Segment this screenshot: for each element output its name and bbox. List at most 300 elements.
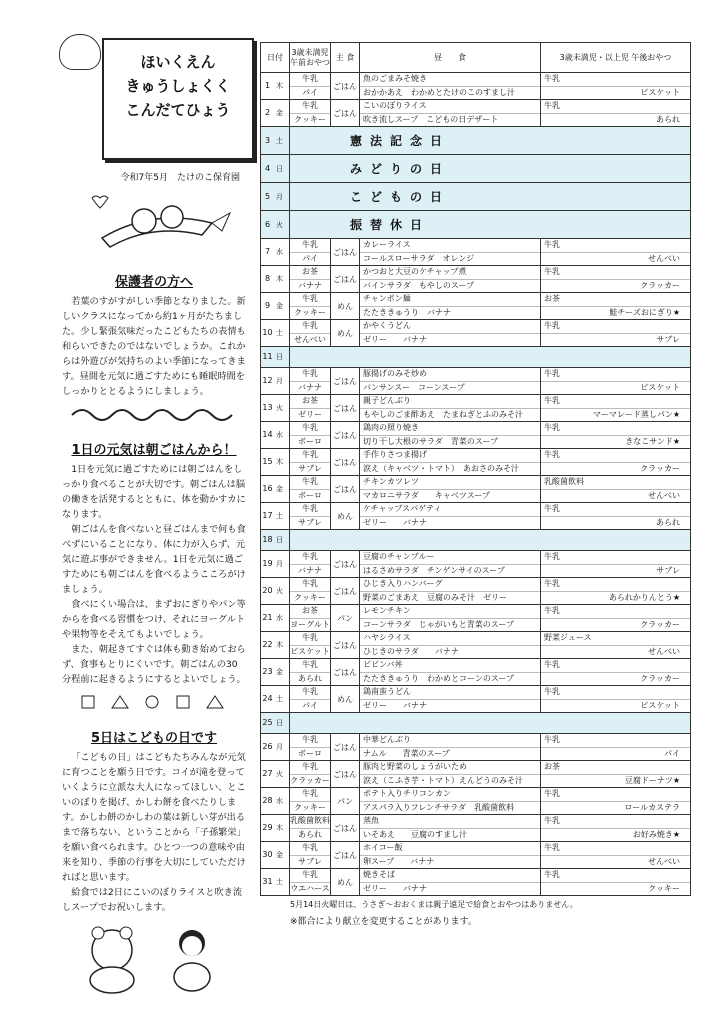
am-snack-cell-line: あられ <box>290 828 330 842</box>
am-snack-cell-line: クッキー <box>290 113 330 127</box>
day-number: 22 <box>262 640 273 649</box>
am-snack-cell-line: ヨーグルト <box>290 618 330 632</box>
pm-snack-cell <box>541 842 691 869</box>
pm-snack-cell-line: ロールカステラ <box>541 801 690 815</box>
lunch-cell <box>360 266 541 293</box>
am-snack-cell-line: 牛乳 <box>302 504 318 513</box>
lunch-cell-line: マカロニサラダ キャベツスープ <box>360 489 540 503</box>
lunch-cell <box>360 605 541 632</box>
lunch-cell-line: カレーライス <box>363 240 411 249</box>
am-snack-cell <box>290 788 331 815</box>
menu-row <box>261 869 691 896</box>
pm-snack-cell-line: サブレ <box>541 564 690 578</box>
pm-snack-cell-line: お茶 <box>544 762 560 771</box>
day-number: 10 <box>262 328 273 337</box>
date-cell <box>261 659 290 686</box>
day-number: 4 <box>264 163 271 173</box>
am-snack-cell <box>290 578 331 605</box>
pm-snack-cell <box>541 605 691 632</box>
pm-snack-cell-line: クラッカー <box>541 279 690 293</box>
menu-row <box>261 155 691 183</box>
am-snack-cell <box>290 293 331 320</box>
date-cell <box>261 266 290 293</box>
title-line-1: ほいくえん <box>140 53 216 71</box>
weekday: 月 <box>276 560 283 568</box>
am-snack-cell-line: ボーロ <box>290 435 330 449</box>
day-number: 31 <box>262 877 273 886</box>
lunch-cell <box>360 449 541 476</box>
pm-snack-cell-line: サブレ <box>541 333 690 347</box>
am-snack-cell-line: バナナ <box>290 279 330 293</box>
title-box <box>102 38 254 160</box>
lunch-cell-line: コールスローサラダ オレンジ <box>360 252 540 266</box>
lunch-cell-line: かつおと大豆のケチャップ煮 <box>363 267 467 276</box>
menu-row <box>261 632 691 659</box>
holiday-cell <box>290 127 691 155</box>
pm-snack-cell-line: クラッカー <box>541 618 690 632</box>
menu-row <box>261 211 691 239</box>
lunch-cell <box>360 73 541 100</box>
am-snack-cell <box>290 503 331 530</box>
lunch-cell <box>360 368 541 395</box>
am-snack-cell-line: ビスケット <box>290 645 330 659</box>
staple-cell: ごはん <box>331 761 360 788</box>
section-paragraph: 朝ごはんを食べないと昼ごはんまで何も食べずにいることになり、体に力が入らず、元気に遊ぶ事ができません。1日を元気に過ごすためにも朝ごはんを食べるようこころがけましょう。 <box>62 524 246 595</box>
title-line-2: きゅうしょくく <box>125 77 231 95</box>
day-number: 18 <box>262 535 273 544</box>
pm-snack-cell-line: 牛乳 <box>544 660 560 669</box>
menu-row <box>261 476 691 503</box>
am-snack-cell <box>290 239 331 266</box>
am-snack-cell-line: 牛乳 <box>302 321 318 330</box>
lunch-cell <box>360 632 541 659</box>
menu-row <box>261 266 691 293</box>
pm-snack-cell <box>541 239 691 266</box>
staple-cell: パン <box>331 605 360 632</box>
day-number: 6 <box>264 219 271 229</box>
menu-row <box>261 761 691 788</box>
menu-row <box>261 659 691 686</box>
weekday: 日 <box>276 536 283 544</box>
lunch-cell-line: 鶏南蛮うどん <box>363 687 411 696</box>
section-heading-childrens-day: 5日はこどもの日です <box>90 731 218 746</box>
day-number: 1 <box>264 81 271 90</box>
menu-row <box>261 788 691 815</box>
lunch-cell <box>360 293 541 320</box>
weekday: 水 <box>276 797 283 805</box>
am-snack-cell-line: クラッカー <box>290 774 330 788</box>
lunch-cell-line: いそあえ 豆腐のすまし汁 <box>360 828 540 842</box>
am-snack-cell <box>290 659 331 686</box>
pm-snack-cell-line: あられ <box>541 113 690 127</box>
section-paragraph: 給食では2日にこいのぼりライスと吹き流しスープでお祝いします。 <box>62 887 243 913</box>
menu-row <box>261 815 691 842</box>
weekday: 土 <box>276 329 283 337</box>
date-cell <box>261 686 290 713</box>
lunch-cell <box>360 551 541 578</box>
day-number: 15 <box>262 457 273 466</box>
date-cell <box>261 211 290 239</box>
lunch-cell <box>360 320 541 347</box>
date-cell <box>261 734 290 761</box>
day-number: 26 <box>262 742 273 751</box>
staple-cell: ごはん <box>331 551 360 578</box>
menu-row <box>261 713 691 734</box>
date-cell <box>261 127 290 155</box>
date-cell <box>261 761 290 788</box>
day-number: 21 <box>262 613 273 622</box>
pm-snack-cell-line: 牛乳 <box>544 789 560 798</box>
am-snack-cell <box>290 761 331 788</box>
date-cell <box>261 449 290 476</box>
am-snack-cell-line: 牛乳 <box>302 735 318 744</box>
section-paragraph: また、朝起きてすぐは体も動き始めておらず、食事もとりにくいです。朝ごはんの30分程前に起きるようにするとよいでしょう。 <box>62 644 246 685</box>
pm-snack-cell-line: マーマレード蒸しパン★ <box>541 408 690 422</box>
am-snack-cell-line: ゼリー <box>290 408 330 422</box>
date-cell <box>261 476 290 503</box>
menu-row <box>261 320 691 347</box>
pm-snack-cell <box>541 578 691 605</box>
decorative-icons-row <box>62 691 246 713</box>
lunch-cell-line: 蒸魚 <box>363 816 379 825</box>
day-number: 13 <box>262 403 273 412</box>
pm-snack-cell <box>541 551 691 578</box>
pm-snack-cell <box>541 266 691 293</box>
header-am-snack: 3歳未満児 午前おやつ <box>290 43 331 73</box>
weekday: 月 <box>276 377 283 385</box>
pm-snack-cell <box>541 476 691 503</box>
weekday: 水 <box>276 431 283 439</box>
pm-snack-cell-line: せんべい <box>541 645 690 659</box>
holiday-cell <box>290 155 691 183</box>
pm-snack-cell <box>541 686 691 713</box>
date-line: 令和7年5月 たけのこ保育園 <box>120 173 240 183</box>
lunch-cell <box>360 842 541 869</box>
am-snack-cell <box>290 320 331 347</box>
pm-snack-cell-line: 乳酸菌飲料 <box>544 477 584 486</box>
am-snack-cell-line: 牛乳 <box>302 633 318 642</box>
date-cell <box>261 815 290 842</box>
menu-row <box>261 686 691 713</box>
header-staple: 主 食 <box>331 43 360 73</box>
date-cell <box>261 869 290 896</box>
day-number: 11 <box>262 352 273 361</box>
day-number: 3 <box>264 135 271 145</box>
am-snack-cell-line: お茶 <box>302 267 318 276</box>
am-snack-cell-line: サブレ <box>290 855 330 869</box>
am-snack-cell <box>290 632 331 659</box>
lunch-cell-line: アスパラ入りフレンチサラダ 乳酸菌飲料 <box>360 801 540 815</box>
am-snack-cell-line: サブレ <box>290 516 330 530</box>
date-cell <box>261 605 290 632</box>
date-cell <box>261 395 290 422</box>
lunch-cell <box>360 239 541 266</box>
date-cell <box>261 183 290 211</box>
am-snack-cell <box>290 476 331 503</box>
pm-snack-cell-line: クラッカー <box>541 462 690 476</box>
am-snack-cell-line: 牛乳 <box>302 423 318 432</box>
lunch-cell-line: ハヤシライス <box>363 633 411 642</box>
weekday: 木 <box>276 82 283 90</box>
lunch-cell-line: 涙え（こふき芋・トマト）えんどうのみそ汁 <box>360 774 540 788</box>
weekday: 金 <box>276 109 283 117</box>
weekday: 日 <box>276 164 283 173</box>
pm-snack-cell-line: 鮭チーズおにぎり★ <box>541 306 690 320</box>
day-number: 29 <box>262 823 273 832</box>
am-snack-cell-line: お茶 <box>302 396 318 405</box>
holiday-cell <box>290 211 691 239</box>
am-snack-cell-line: 牛乳 <box>302 789 318 798</box>
pm-snack-cell-line: 牛乳 <box>544 579 560 588</box>
day-number: 2 <box>264 108 271 117</box>
staple-cell: めん <box>331 503 360 530</box>
holiday-name: こどもの日 <box>350 190 451 204</box>
lunch-cell-line: 卵スープ バナナ <box>360 855 540 869</box>
header-pm-snack: 3歳未満児・以上児 午後おやつ <box>541 43 691 73</box>
pm-snack-cell <box>541 869 691 896</box>
menu-row <box>261 842 691 869</box>
am-snack-cell <box>290 449 331 476</box>
lunch-cell-line: たたききゅうり バナナ <box>360 306 540 320</box>
note-menu-change: ※都合により献立を変更することがあります。 <box>290 917 477 927</box>
staple-cell: ごはん <box>331 368 360 395</box>
date-cell <box>261 73 290 100</box>
am-snack-cell <box>290 686 331 713</box>
menu-row <box>261 422 691 449</box>
day-number: 5 <box>264 191 271 201</box>
lunch-cell-line: 手作りさつま揚げ <box>363 450 427 459</box>
weekday: 火 <box>276 404 283 412</box>
am-snack-cell-line: 牛乳 <box>302 477 318 486</box>
date-cell <box>261 632 290 659</box>
am-snack-cell-line: 牛乳 <box>302 240 318 249</box>
am-snack-cell-line: 牛乳 <box>302 660 318 669</box>
pm-snack-cell-line: 牛乳 <box>544 870 560 879</box>
am-snack-cell-line: ウエハース <box>290 882 330 896</box>
date-cell <box>261 503 290 530</box>
lunch-cell-line: ホイコー飯 <box>363 843 403 852</box>
day-number: 27 <box>262 769 273 778</box>
day-number: 19 <box>262 559 273 568</box>
lunch-cell-line: 親子どんぶり <box>363 396 411 405</box>
day-number: 9 <box>264 301 271 310</box>
staple-cell: ごはん <box>331 632 360 659</box>
lunch-cell-line: ゼリー バナナ <box>360 882 540 896</box>
date-cell <box>261 578 290 605</box>
am-snack-cell-line: クッキー <box>290 591 330 605</box>
lunch-cell-line: 吹き流しスープ こどもの日デザート <box>360 113 540 127</box>
weekday: 土 <box>276 136 283 145</box>
date-cell <box>261 347 290 368</box>
am-snack-cell-line: 牛乳 <box>302 843 318 852</box>
lunch-cell <box>360 422 541 449</box>
section-paragraph: 「こどもの日」はこどもたちみんなが元気に育つことを願う日です。コイが滝を登っていくように立派な大人になってほしい、とこいのぼりを掲げ、かしわ餅を食べたりします。かしわ餅のかしわの葉は新しい芽が出るまで落ちない、ということから「子孫繁栄」を願い食べられます。ひとつ一つの意味や由来を知り、季節の行事を大切にしていただければと思います。 <box>62 752 246 883</box>
date-cell <box>261 788 290 815</box>
am-snack-cell-line: 牛乳 <box>302 450 318 459</box>
day-number: 7 <box>264 247 271 256</box>
weekday: 金 <box>276 668 283 676</box>
day-number: 24 <box>262 694 273 703</box>
menu-row <box>261 239 691 266</box>
staple-cell: ごはん <box>331 659 360 686</box>
lunch-cell-line: ゼリー バナナ <box>360 333 540 347</box>
date-cell <box>261 551 290 578</box>
pm-snack-cell-line: クラッカー <box>541 672 690 686</box>
pm-snack-cell <box>541 449 691 476</box>
am-snack-cell-line: お茶 <box>302 606 318 615</box>
pm-snack-cell-line: 牛乳 <box>544 240 560 249</box>
date-cell <box>261 842 290 869</box>
date-cell <box>261 239 290 266</box>
am-snack-cell-line: パイ <box>290 699 330 713</box>
pm-snack-cell-line: せんべい <box>541 252 690 266</box>
pm-snack-cell-line: ビスケット <box>541 381 690 395</box>
date-cell <box>261 100 290 127</box>
pm-snack-cell-line: 牛乳 <box>544 552 560 561</box>
weekday: 金 <box>276 851 283 859</box>
lunch-cell <box>360 815 541 842</box>
am-snack-cell <box>290 100 331 127</box>
weekday: 木 <box>276 824 283 832</box>
am-snack-cell-line: クッキー <box>290 801 330 815</box>
pm-snack-cell-line: せんべい <box>541 489 690 503</box>
staple-cell: ごはん <box>331 395 360 422</box>
decorative-border <box>62 403 246 425</box>
bear-and-child-illustration <box>62 915 246 995</box>
weekday: 土 <box>276 878 283 886</box>
staple-cell: ごはん <box>331 578 360 605</box>
pm-snack-cell-line: ビスケット <box>541 699 690 713</box>
am-snack-cell <box>290 266 331 293</box>
pm-snack-cell-line: 牛乳 <box>544 101 560 110</box>
am-snack-cell-line: 牛乳 <box>302 870 318 879</box>
lunch-cell <box>360 788 541 815</box>
am-snack-cell-line: 牛乳 <box>302 74 318 83</box>
lunch-cell <box>360 100 541 127</box>
holiday-name: みどりの日 <box>350 162 451 176</box>
section-heading-breakfast: 1日の元気は朝ごはんから！ <box>71 443 237 458</box>
menu-row <box>261 578 691 605</box>
staple-cell: ごはん <box>331 476 360 503</box>
ghost-illustration <box>59 34 101 70</box>
lunch-cell <box>360 686 541 713</box>
holiday-cell <box>290 183 691 211</box>
am-snack-cell-line: 牛乳 <box>302 369 318 378</box>
pm-snack-cell <box>541 100 691 127</box>
pm-snack-cell-line: ビスケット <box>541 86 690 100</box>
staple-cell: ごはん <box>331 815 360 842</box>
day-number: 17 <box>262 511 273 520</box>
date-cell <box>261 422 290 449</box>
staple-cell: ごはん <box>331 422 360 449</box>
lunch-cell-line: 焼きそば <box>363 870 395 879</box>
pm-snack-cell-line: 牛乳 <box>544 735 560 744</box>
weekday: 火 <box>276 220 283 229</box>
sunday-cell <box>290 530 691 551</box>
lunch-cell-line: 豚肉と野菜のしょうがいため <box>363 762 467 771</box>
am-snack-cell-line: 牛乳 <box>302 101 318 110</box>
pm-snack-cell-line: 牛乳 <box>544 321 560 330</box>
day-number: 28 <box>262 796 273 805</box>
lunch-cell <box>360 761 541 788</box>
lunch-cell-line: おかかあえ わかめとたけのこのすまし汁 <box>360 86 540 100</box>
day-number: 30 <box>262 850 273 859</box>
lunch-cell-line: 鶏肉の照り焼き <box>363 423 419 432</box>
lunch-cell-line: ポテト入りチリコンカン <box>363 789 451 798</box>
lunch-cell-line: 中華どんぶり <box>363 735 411 744</box>
menu-row <box>261 368 691 395</box>
weekday: 金 <box>276 302 283 310</box>
staple-cell: めん <box>331 293 360 320</box>
staple-cell: めん <box>331 686 360 713</box>
menu-row <box>261 395 691 422</box>
am-snack-cell-line: 牛乳 <box>302 762 318 771</box>
date-cell <box>261 368 290 395</box>
pm-snack-cell <box>541 293 691 320</box>
pm-snack-cell-line: 牛乳 <box>544 687 560 696</box>
staple-cell: ごはん <box>331 842 360 869</box>
date-cell <box>261 530 290 551</box>
pm-snack-cell-line: パイ <box>541 747 690 761</box>
staple-cell: めん <box>331 869 360 896</box>
holiday-name: 振替休日 <box>350 218 431 232</box>
weekday: 月 <box>276 743 283 751</box>
menu-table <box>260 42 691 896</box>
weekday: 火 <box>276 770 283 778</box>
pm-snack-cell <box>541 632 691 659</box>
menu-row <box>261 551 691 578</box>
lunch-cell-line: チキンカツレツ <box>363 477 419 486</box>
day-number: 16 <box>262 484 273 493</box>
am-snack-cell-line: 牛乳 <box>302 579 318 588</box>
lunch-cell <box>360 734 541 761</box>
lunch-cell-line: 野菜のごまあえ 豆腐のみそ汁 ゼリー <box>360 591 540 605</box>
lunch-cell-line: ゼリー バナナ <box>360 516 540 530</box>
am-snack-cell-line: 牛乳 <box>302 552 318 561</box>
weekday: 金 <box>276 485 283 493</box>
menu-row <box>261 530 691 551</box>
lunch-cell <box>360 476 541 503</box>
lunch-cell-line: こいのぼりライス <box>363 101 427 110</box>
pm-snack-cell <box>541 734 691 761</box>
am-snack-cell-line: ボーロ <box>290 489 330 503</box>
pm-snack-cell <box>541 320 691 347</box>
weekday: 土 <box>276 695 283 703</box>
am-snack-cell-line: せんべい <box>290 333 330 347</box>
weekday: 日 <box>276 719 283 727</box>
section-paragraph: 食べにくい場合は、まずおにぎりやパン等からを食べる習慣をつけ、それにヨーグルトや果物等をそえてもよいでしょう。 <box>62 599 246 640</box>
pm-snack-cell-line: 牛乳 <box>544 606 560 615</box>
menu-table-container <box>260 42 685 927</box>
lunch-cell-line: バンサンスー コーンスープ <box>360 381 540 395</box>
staple-cell: めん <box>331 320 360 347</box>
weekday: 水 <box>276 248 283 256</box>
pm-snack-cell-line: 牛乳 <box>544 816 560 825</box>
pm-snack-cell <box>541 395 691 422</box>
menu-row <box>261 503 691 530</box>
pm-snack-cell <box>541 368 691 395</box>
pm-snack-cell-line: 牛乳 <box>544 843 560 852</box>
menu-row <box>261 183 691 211</box>
pm-snack-cell <box>541 788 691 815</box>
day-number: 12 <box>262 376 273 385</box>
date-cell <box>261 155 290 183</box>
lunch-cell-line: ひじき入りハンバーグ <box>363 579 443 588</box>
lunch-cell-line: バインサラダ もやしのスープ <box>360 279 540 293</box>
weekday: 日 <box>276 353 283 361</box>
pm-snack-cell-line: お茶 <box>544 294 560 303</box>
staple-cell: ごはん <box>331 73 360 100</box>
